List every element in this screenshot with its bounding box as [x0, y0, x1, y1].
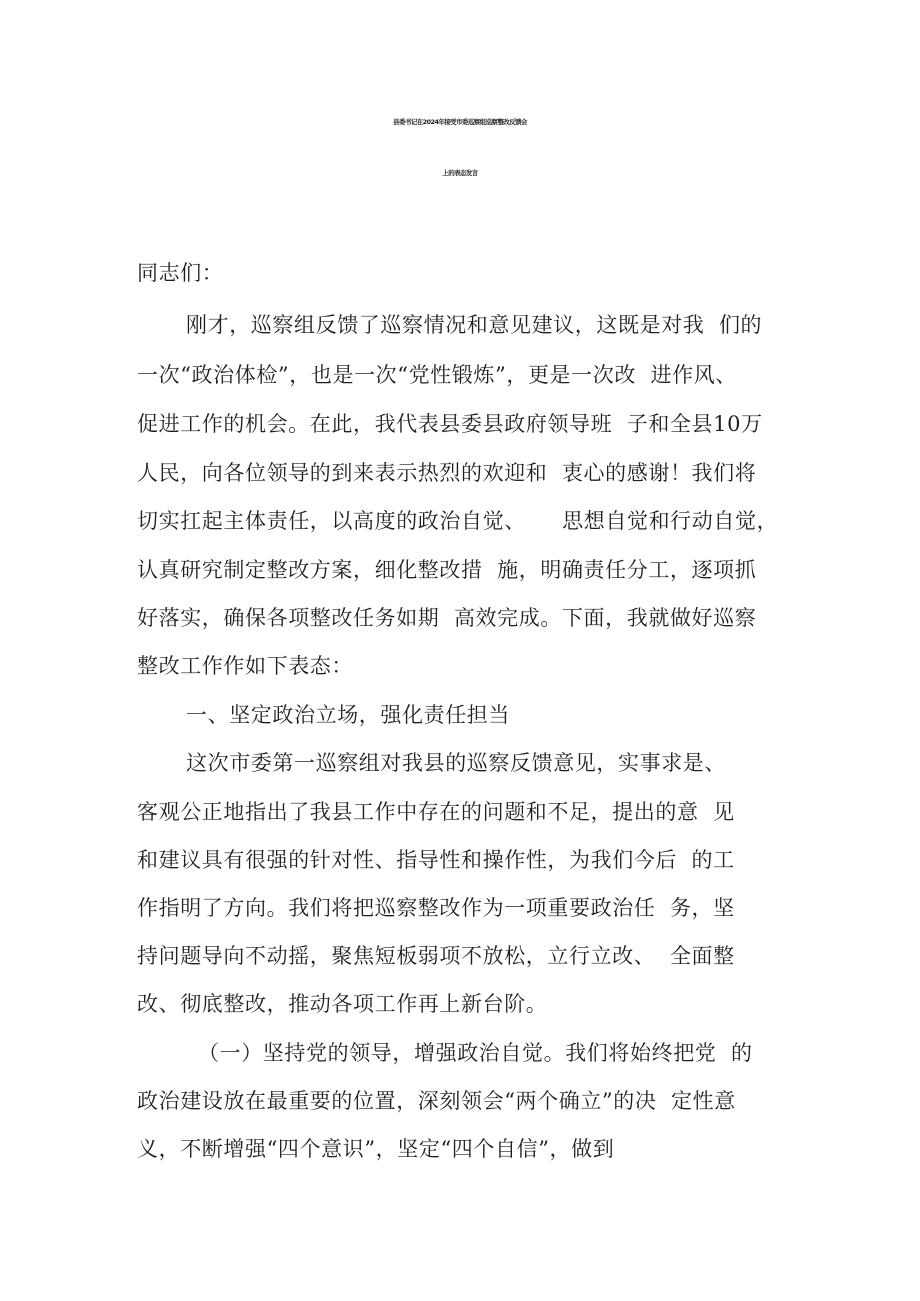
paragraph-line: 促进工作的机会。在此，我代表县委县政府领导班 子和全县10万 — [137, 412, 763, 436]
salutation: 同志们： — [137, 261, 224, 285]
paragraph-line: 整改工作作如下表态： — [137, 654, 353, 678]
paragraph-line: 作指明了方向。我们将把巡察整改作为一项重要政治任 务，坚 — [137, 896, 735, 920]
paragraph-line: 持问题导向不动摇，聚焦短板弱项不放松，立行立改、 全面整 — [137, 944, 735, 968]
paragraph-line: 认真研究制定整改方案，细化整改措 施，明确责任分工，逐项抓 — [137, 558, 757, 582]
paragraph-line: 切实扛起主体责任，以高度的政治自觉、 思想自觉和行动自觉， — [137, 509, 779, 533]
paragraph-line: 好落实，确保各项整改任务如期 高效完成。下面，我就做好巡察 — [137, 606, 757, 630]
paragraph-line: 客观公正地指出了我县工作中存在的问题和不足，提出的意 见 — [137, 800, 735, 824]
document-title-line-2: 上的表态发言 — [442, 169, 478, 177]
paragraph-line: 这次市委第一巡察组对我县的巡察反馈意见，实事求是、 — [186, 751, 726, 775]
paragraph-line: 刚才，巡察组反馈了巡察情况和意见建议，这既是对我 们的 — [186, 313, 763, 337]
paragraph-line: 一次“政治体检”，也是一次“党性锻炼”，更是一次改 进作风、 — [137, 363, 737, 387]
subsection-paragraph-line: （一）坚持党的领导，增强政治自觉。我们将始终把党 的 — [198, 1041, 753, 1065]
paragraph-line: 和建议具有很强的针对性、指导性和操作性，为我们今后 的工 — [137, 848, 735, 872]
paragraph-line: 义，不断增强“四个意识”，坚定“四个自信”，做到 — [137, 1137, 615, 1161]
paragraph-line: 改、彻底整改，推动各项工作再上新台阶。 — [137, 992, 548, 1016]
paragraph-line: 人民，向各位领导的到来表示热烈的欢迎和 衷心的感谢！我们将 — [137, 461, 757, 485]
section-heading: 一、坚定政治立场，强化责任担当 — [186, 703, 510, 727]
paragraph-line: 政治建设放在最重要的位置，深刻领会“两个确立”的决 定性意 — [137, 1089, 736, 1113]
document-title-line-1: 县委书记在2024年接受市委巡察组巡察整改反馈会 — [393, 118, 527, 126]
